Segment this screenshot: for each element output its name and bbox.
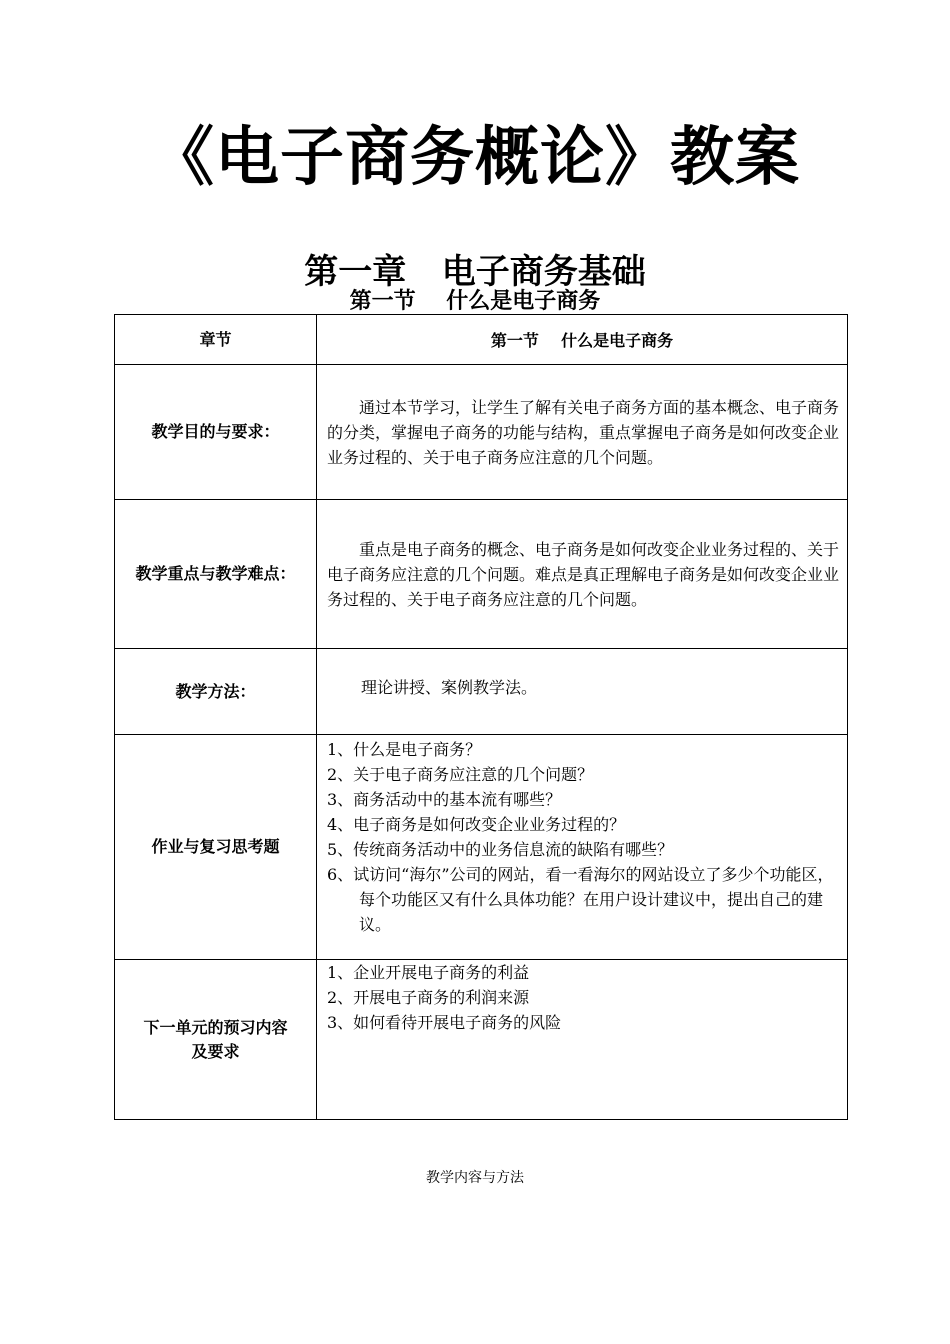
lesson-plan-table [114,314,848,1120]
methods-text: 理论讲授、案例教学法。 [361,678,538,697]
header-label: 章节 [115,315,317,365]
table-row-homework [115,735,848,960]
table-row-methods [115,649,848,735]
key-points-label: 教学重点与教学难点： [115,500,317,649]
list-item: 5、传统商务活动中的业务信息流的缺陷有哪些？ [327,840,674,859]
list-item: 1、什么是电子商务？ [327,740,482,759]
goals-text: 通过本节学习，让学生了解有关电子商务方面的基本概念、电子商务的分类，掌握电子商务的功能与结构，重点掌握电子商务是如何改变企业业务过程的、关于电子商务应注意的几个问题。 [327,397,840,467]
list-item: 3、商务活动中的基本流有哪些？ [327,790,562,809]
methods-label: 教学方法： [115,649,317,735]
preview-label-line2: 及要求 [191,1041,240,1061]
table-row-key-points [115,500,848,649]
document-title: 《电子商务概论》教案 [150,121,800,195]
list-item: 6、试访问“海尔”公司的网站，看一看海尔的网站设立了多少个功能区，每个功能区又有什么具体功能？在用户设计建议中，提出自己的建议。 [327,865,834,934]
list-item: 4、电子商务是如何改变企业业务过程的？ [327,815,626,834]
methods-cell [317,649,848,735]
table-row-goals [115,365,848,500]
preview-label [115,960,317,1120]
goals-label: 教学目的与要求： [115,365,317,500]
list-item: 1、企业开展电子商务的利益 [327,963,530,982]
preview-label-line1: 下一单元的预习内容 [143,1017,288,1037]
table-row-header [115,315,848,365]
chapter-title: 第一章 电子商务基础 [304,252,646,292]
preview-cell [317,960,848,1120]
key-points-cell [317,500,848,649]
homework-list [327,737,839,937]
key-points-text: 重点是电子商务的概念、电子商务是如何改变企业业务过程的、关于电子商务应注意的几个问题。难点是真正理解电子商务是如何改变企业业务过程的、关于电子商务应注意的几个问题。 [327,539,840,609]
homework-label: 作业与复习思考题 [115,735,317,960]
preview-list [327,960,839,1035]
section-title: 第一节 什么是电子商务 [349,289,601,314]
homework-cell [317,735,848,960]
list-item: 2、开展电子商务的利润来源 [327,988,530,1007]
header-value: 第一节 什么是电子商务 [317,315,848,365]
table-row-preview [115,960,848,1120]
goals-cell [317,365,848,500]
footer-text: 教学内容与方法 [426,1170,524,1186]
list-item: 2、关于电子商务应注意的几个问题？ [327,765,594,784]
list-item: 3、如何看待开展电子商务的风险 [327,1013,562,1032]
